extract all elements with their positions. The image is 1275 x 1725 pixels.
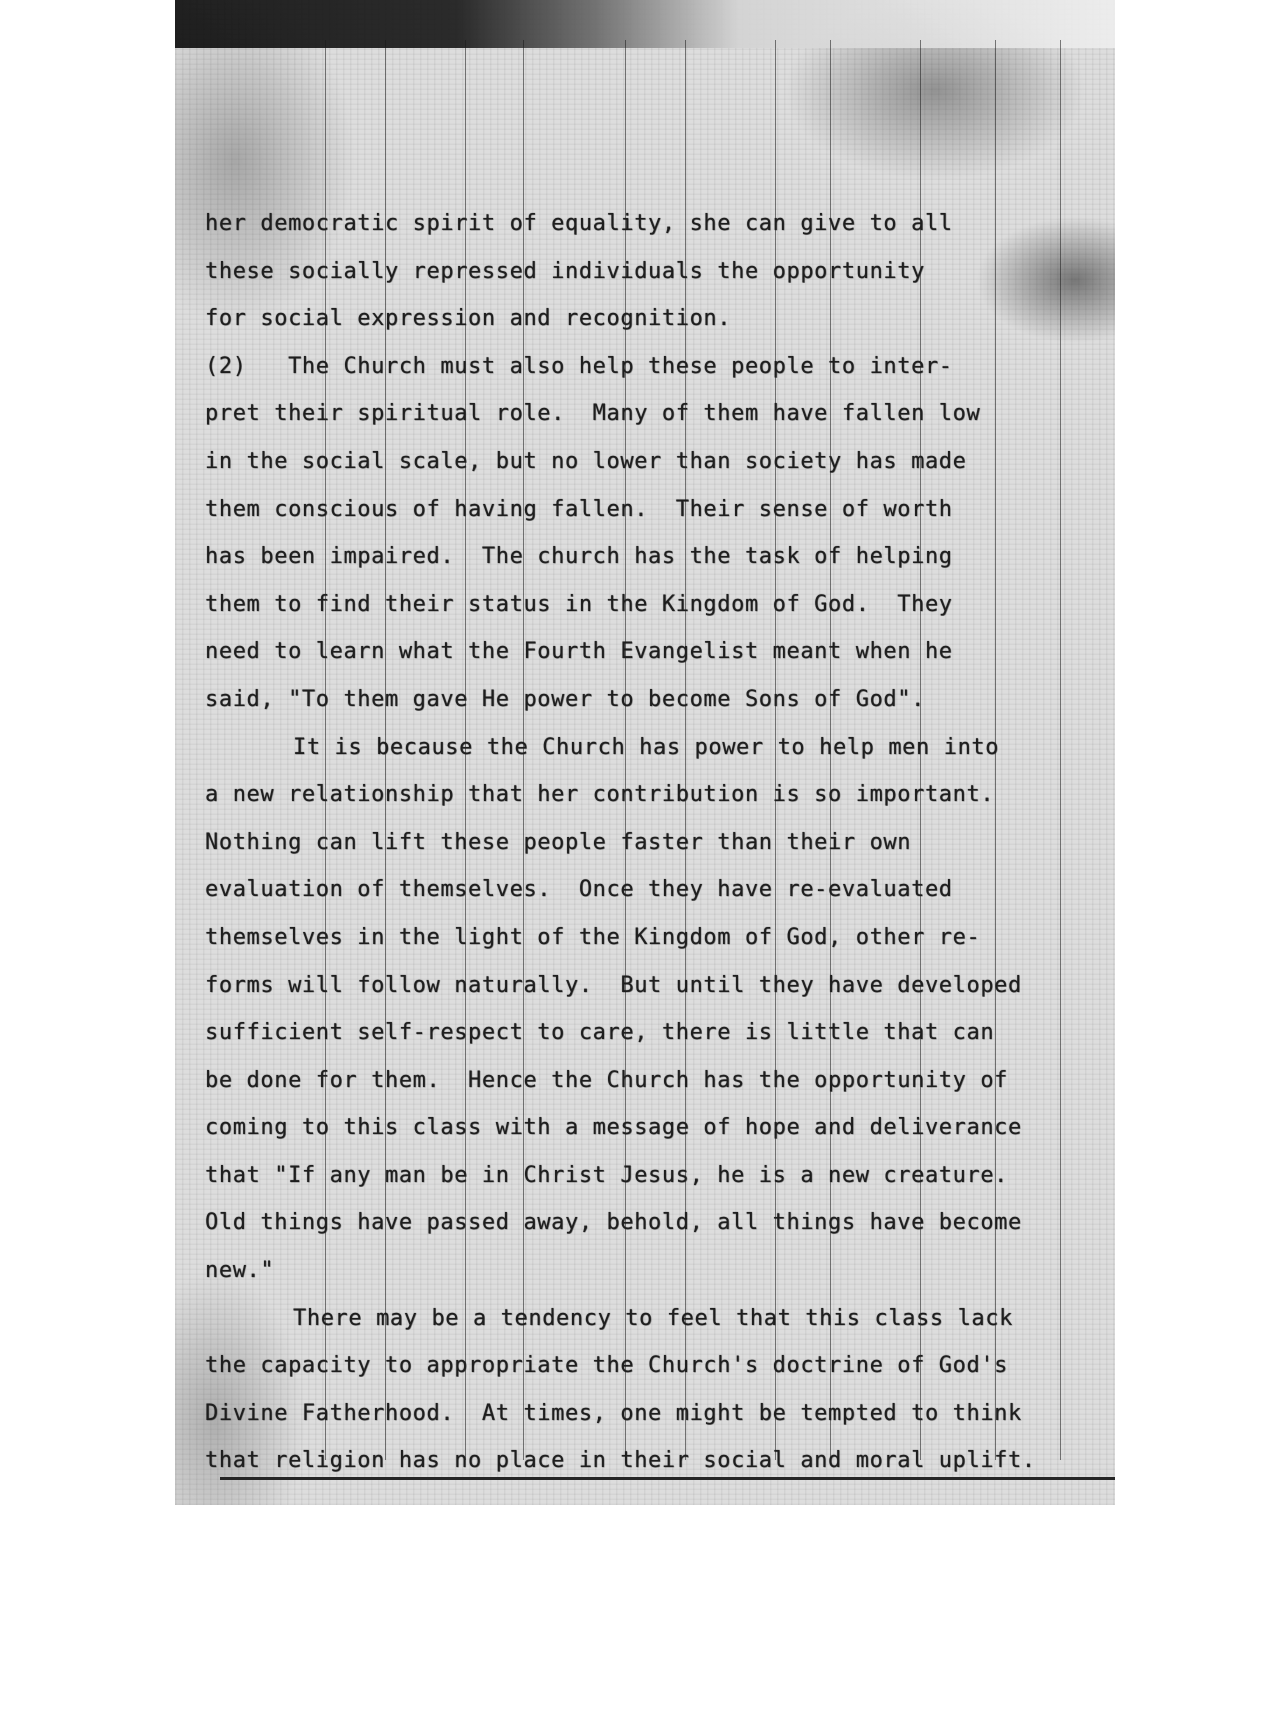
text-line: in the social scale, but no lower than society has made — [205, 448, 967, 474]
text-line: Old things have passed away, behold, all things have become — [205, 1210, 1022, 1236]
text-line: There may be a tendency to feel that this class lack — [293, 1305, 1013, 1331]
text-line: them conscious of having fallen. Their sense of worth — [205, 496, 953, 522]
text-line: for social expression and recognition. — [205, 306, 732, 332]
text-line: a new relationship that her contribution is so important. — [205, 782, 995, 808]
text-line: Divine Fatherhood. At times, one might be tempted to think — [205, 1400, 1022, 1426]
text-line: new." — [205, 1258, 275, 1284]
text-line: It is because the Church has power to help men into — [293, 734, 1000, 760]
text-line: pret their spiritual role. Many of them have fallen low — [205, 401, 981, 427]
text-line: be done for them. Hence the Church has the opportunity of — [205, 1067, 1009, 1093]
text-line: the capacity to appropriate the Church's doctrine of God's — [205, 1353, 1009, 1379]
text-line: evaluation of themselves. Once they have re-evaluated — [205, 877, 953, 903]
text-line: that religion has no place in their social and moral uplift. — [205, 1448, 1036, 1474]
text-line: said, "To them gave He power to become Sons of God". — [205, 686, 925, 712]
text-line: her democratic spirit of equality, she can give to all — [205, 211, 953, 236]
text-line: forms will follow naturally. But until they have developed — [205, 972, 1022, 998]
text-line: sufficient self-respect to care, there is little that can — [205, 1020, 995, 1046]
text-line: Nothing can lift these people faster than their own — [205, 829, 912, 855]
text-line: coming to this class with a message of hope and deliverance — [205, 1115, 1022, 1141]
text-line: them to find their status in the Kingdom of God. They — [205, 591, 953, 617]
text-line: (2) The Church must also help these people to inter- — [205, 353, 953, 379]
text-line: that "If any man be in Christ Jesus, he is a new creature. — [205, 1162, 1009, 1188]
typed-text-block — [205, 200, 1085, 1485]
text-line: need to learn what the Fourth Evangelist meant when he — [205, 639, 953, 665]
text-line: has been impaired. The church has the task of helping — [205, 544, 953, 570]
text-line: these socially repressed individuals the opportunity — [205, 258, 925, 284]
scan-top-shadow — [175, 0, 1115, 48]
text-line: themselves in the light of the Kingdom of God, other re- — [205, 924, 981, 950]
